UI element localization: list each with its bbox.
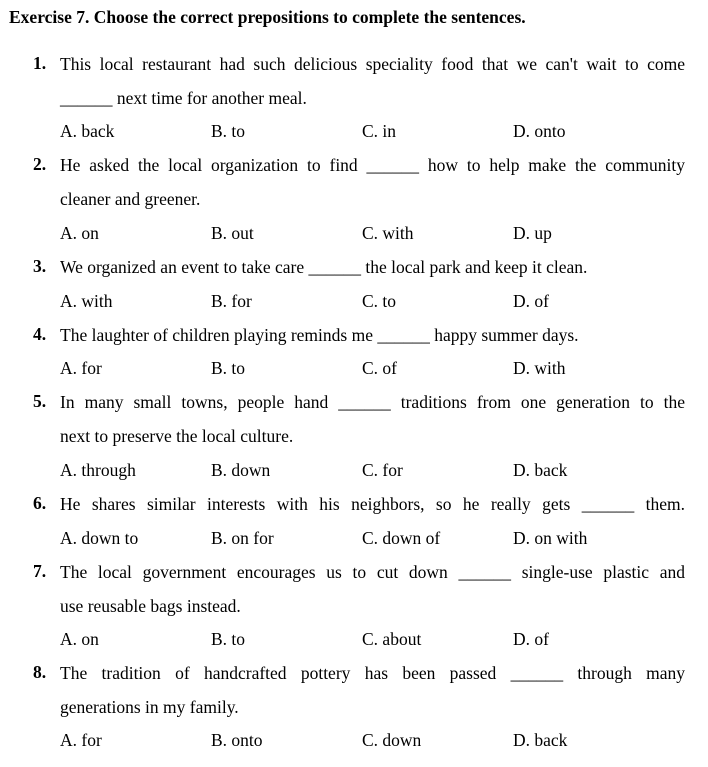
option-a[interactable]: A. down to [60, 528, 139, 548]
option-a[interactable]: A. for [60, 730, 102, 750]
option-b[interactable]: B. to [211, 121, 246, 141]
question-number: 7. [33, 561, 47, 581]
option-b[interactable]: B. onto [211, 730, 263, 750]
option-a[interactable]: A. on [60, 223, 99, 243]
option-c[interactable]: C. to [362, 291, 397, 311]
question-text-line: The laughter of children playing reminds me ______ happy summer days. [60, 325, 579, 345]
option-d[interactable]: D. onto [513, 121, 566, 141]
option-d[interactable]: D. of [513, 291, 549, 311]
option-d[interactable]: D. with [513, 358, 566, 378]
option-c[interactable]: C. in [362, 121, 397, 141]
question-text-line: next to preserve the local culture. [60, 426, 294, 446]
option-b[interactable]: B. to [211, 629, 246, 649]
option-b[interactable]: B. for [211, 291, 252, 311]
option-c[interactable]: C. about [362, 629, 422, 649]
option-d[interactable]: D. up [513, 223, 552, 243]
option-b[interactable]: B. on for [211, 528, 274, 548]
question-text-line: This local restaurant had such delicious speciality food that we can't wait to come [60, 54, 685, 74]
option-a[interactable]: A. with [60, 291, 113, 311]
question-number: 4. [33, 324, 47, 344]
question-text-line: The tradition of handcrafted pottery has been passed ______ through many [60, 663, 685, 683]
option-a[interactable]: A. through [60, 460, 136, 480]
question-text-line: use reusable bags instead. [60, 596, 241, 616]
option-b[interactable]: B. down [211, 460, 271, 480]
answer-options [60, 628, 685, 650]
question-text-line: In many small towns, people hand ______ traditions from one generation to the [60, 392, 685, 412]
question-text-line: ______ next time for another meal. [60, 88, 307, 108]
option-d[interactable]: D. back [513, 730, 568, 750]
question-text-line: We organized an event to take care ______ the local park and keep it clean. [60, 257, 588, 277]
answer-options [60, 459, 685, 481]
question-text-line: He asked the local organization to find ______ how to help make the community [60, 155, 685, 175]
answer-options [60, 290, 685, 312]
question-number: 6. [33, 493, 47, 513]
answer-options [60, 120, 685, 142]
question-text-line: He shares similar interests with his neighbors, so he really gets ______ them. [60, 494, 685, 514]
question-text-line: generations in my family. [60, 697, 239, 717]
question-number: 1. [33, 53, 47, 73]
answer-options [60, 527, 685, 549]
option-c[interactable]: C. down [362, 730, 422, 750]
option-c[interactable]: C. down of [362, 528, 441, 548]
option-c[interactable]: C. for [362, 460, 403, 480]
option-d[interactable]: D. back [513, 460, 568, 480]
answer-options [60, 222, 685, 244]
option-a[interactable]: A. on [60, 629, 99, 649]
question-number: 2. [33, 154, 47, 174]
option-a[interactable]: A. for [60, 358, 102, 378]
option-d[interactable]: D. of [513, 629, 549, 649]
question-text-line: The local government encourages us to cut down ______ single-use plastic and [60, 562, 685, 582]
option-d[interactable]: D. on with [513, 528, 588, 548]
question-number: 5. [33, 391, 47, 411]
question-number: 8. [33, 662, 47, 682]
question-number: 3. [33, 256, 47, 276]
option-a[interactable]: A. back [60, 121, 115, 141]
answer-options [60, 729, 685, 751]
question-text-line: cleaner and greener. [60, 189, 201, 209]
option-c[interactable]: C. with [362, 223, 414, 243]
exercise-title: Exercise 7. Choose the correct prepositions to complete the sentences. [9, 7, 526, 27]
option-c[interactable]: C. of [362, 358, 397, 378]
answer-options [60, 357, 685, 379]
option-b[interactable]: B. to [211, 358, 246, 378]
option-b[interactable]: B. out [211, 223, 254, 243]
